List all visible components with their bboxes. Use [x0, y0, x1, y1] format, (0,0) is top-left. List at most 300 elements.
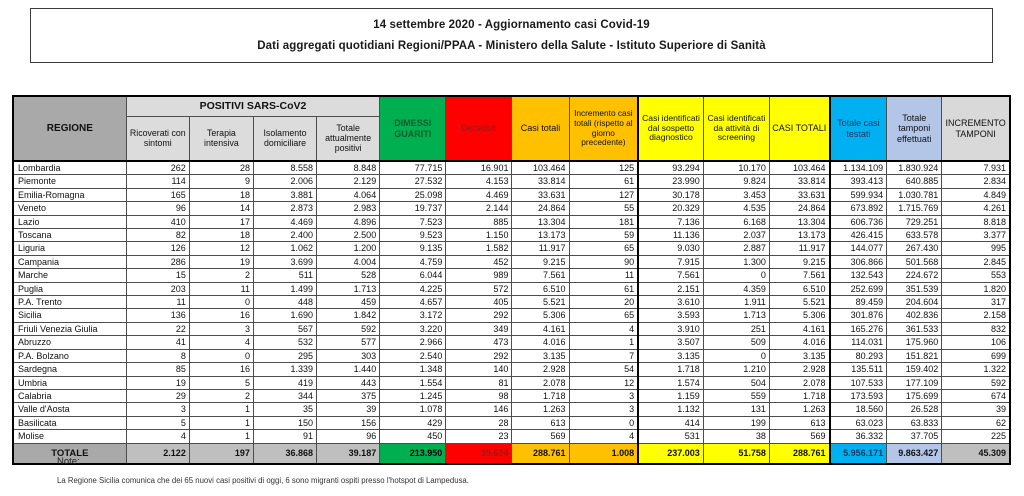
value-cell: 33.814	[512, 175, 569, 188]
value-cell: 11.917	[512, 242, 569, 255]
value-cell: 613	[512, 416, 569, 429]
value-cell: 165	[126, 188, 189, 201]
value-cell: 553	[942, 269, 1010, 282]
value-cell: 2.006	[253, 175, 316, 188]
totale-cell: 35.624	[446, 443, 512, 464]
value-cell: 13.304	[512, 215, 569, 228]
value-cell: 286	[126, 255, 189, 268]
value-cell: 19	[189, 255, 253, 268]
value-cell: 114	[126, 175, 189, 188]
value-cell: 199	[703, 416, 769, 429]
value-cell: 3.135	[769, 349, 829, 362]
col-header-regione: REGIONE	[13, 96, 126, 161]
value-cell: 426.415	[830, 229, 887, 242]
totale-cell: 39.187	[317, 443, 380, 464]
value-cell: 606.736	[830, 215, 887, 228]
region-name: Abruzzo	[13, 336, 126, 349]
value-cell: 18	[189, 188, 253, 201]
value-cell: 7.561	[512, 269, 569, 282]
value-cell: 1.718	[512, 389, 569, 402]
value-cell: 2.158	[942, 309, 1010, 322]
value-cell: 18.560	[830, 403, 887, 416]
value-cell: 572	[446, 282, 512, 295]
region-name: Friuli Venezia Giulia	[13, 322, 126, 335]
totale-cell: 36.868	[253, 443, 316, 464]
totale-cell: 237.003	[638, 443, 703, 464]
value-cell: 7.915	[638, 255, 703, 268]
value-cell: 303	[317, 349, 380, 362]
value-cell: 2.928	[769, 363, 829, 376]
value-cell: 22	[126, 322, 189, 335]
value-cell: 7.561	[638, 269, 703, 282]
value-cell: 459	[317, 296, 380, 309]
region-name: Valle d'Aosta	[13, 403, 126, 416]
value-cell: 91	[253, 430, 316, 443]
col-header-incremento-tamponi: INCREMENTO TAMPONI	[942, 96, 1010, 161]
value-cell: 509	[703, 336, 769, 349]
value-cell: 292	[446, 309, 512, 322]
table-row	[13, 309, 1010, 322]
value-cell: 150	[253, 416, 316, 429]
value-cell: 38	[703, 430, 769, 443]
value-cell: 1.820	[942, 282, 1010, 295]
value-cell: 127	[569, 188, 638, 201]
value-cell: 9.824	[703, 175, 769, 188]
totale-cell: 288.761	[512, 443, 569, 464]
value-cell: 3.699	[253, 255, 316, 268]
value-cell: 85	[126, 363, 189, 376]
col-header-isolamento: Isolamento domiciliare	[253, 116, 316, 161]
value-cell: 1.348	[380, 363, 446, 376]
value-cell: 33.631	[769, 188, 829, 201]
value-cell: 65	[569, 309, 638, 322]
value-cell: 1.263	[512, 403, 569, 416]
value-cell: 106	[942, 336, 1010, 349]
value-cell: 1.263	[769, 403, 829, 416]
value-cell: 1.210	[703, 363, 769, 376]
value-cell: 3.593	[638, 309, 703, 322]
totale-label: TOTALE	[13, 443, 126, 464]
value-cell: 37.705	[887, 430, 942, 443]
value-cell: 2	[189, 389, 253, 402]
value-cell: 80.293	[830, 349, 887, 362]
table-row	[13, 349, 1010, 362]
value-cell: 225	[942, 430, 1010, 443]
value-cell: 151.821	[887, 349, 942, 362]
value-cell: 402.836	[887, 309, 942, 322]
totale-cell: 1.008	[569, 443, 638, 464]
col-header-totale-positivi: Totale attualmente positivi	[317, 116, 380, 161]
value-cell: 2.129	[317, 175, 380, 188]
value-cell: 3.135	[638, 349, 703, 362]
totale-row	[13, 443, 1010, 464]
report-title-line2: Dati aggregati quotidiani Regioni/PPAA - Ministero della Salute - Istituto Superiore di Sanità	[257, 40, 766, 53]
value-cell: 729.251	[887, 215, 942, 228]
value-cell: 175.960	[887, 336, 942, 349]
table-row	[13, 296, 1010, 309]
value-cell: 165.276	[830, 322, 887, 335]
value-cell: 2.078	[769, 376, 829, 389]
value-cell: 5	[126, 416, 189, 429]
value-cell: 103.464	[769, 161, 829, 175]
value-cell: 4.161	[769, 322, 829, 335]
totale-cell: 2.122	[126, 443, 189, 464]
value-cell: 96	[317, 430, 380, 443]
value-cell: 13.304	[769, 215, 829, 228]
value-cell: 262	[126, 161, 189, 175]
region-name: Sardegna	[13, 363, 126, 376]
value-cell: 5.521	[769, 296, 829, 309]
value-cell: 0	[703, 349, 769, 362]
region-name: Puglia	[13, 282, 126, 295]
totale-cell: 51.758	[703, 443, 769, 464]
value-cell: 131	[703, 403, 769, 416]
value-cell: 1.499	[253, 282, 316, 295]
value-cell: 1.713	[317, 282, 380, 295]
value-cell: 62	[942, 416, 1010, 429]
value-cell: 4.469	[253, 215, 316, 228]
value-cell: 1.322	[942, 363, 1010, 376]
table-row	[13, 175, 1010, 188]
value-cell: 13.173	[769, 229, 829, 242]
table-row	[13, 188, 1010, 201]
value-cell: 2.887	[703, 242, 769, 255]
value-cell: 443	[317, 376, 380, 389]
table-row	[13, 389, 1010, 402]
value-cell: 89.459	[830, 296, 887, 309]
value-cell: 224.672	[887, 269, 942, 282]
value-cell: 156	[317, 416, 380, 429]
value-cell: 2	[189, 269, 253, 282]
value-cell: 28	[446, 416, 512, 429]
report-title-line1: 14 settembre 2020 - Aggiornamento casi Covid-19	[373, 18, 650, 31]
value-cell: 140	[446, 363, 512, 376]
value-cell: 20	[569, 296, 638, 309]
value-cell: 4	[569, 430, 638, 443]
value-cell: 674	[942, 389, 1010, 402]
value-cell: 4.535	[703, 202, 769, 215]
value-cell: 1.200	[317, 242, 380, 255]
value-cell: 393.413	[830, 175, 887, 188]
value-cell: 292	[446, 349, 512, 362]
value-cell: 55	[569, 202, 638, 215]
value-cell: 25.098	[380, 188, 446, 201]
value-cell: 2.983	[317, 202, 380, 215]
value-cell: 5.306	[512, 309, 569, 322]
col-header-dimessi-guariti: DIMESSI GUARITI	[380, 96, 446, 161]
region-name: Basilicata	[13, 416, 126, 429]
value-cell: 114.031	[830, 336, 887, 349]
note-text: La Regione Sicilia comunica che dei 65 nuovi casi positivi di oggi, 6 sono migranti ospiti presso l'hotspot di Lampedusa.	[57, 476, 469, 485]
value-cell: 35	[253, 403, 316, 416]
value-cell: 1	[189, 403, 253, 416]
value-cell: 11	[189, 282, 253, 295]
table-row	[13, 322, 1010, 335]
value-cell: 6.168	[703, 215, 769, 228]
region-name: Lombardia	[13, 161, 126, 175]
table-row	[13, 430, 1010, 443]
value-cell: 995	[942, 242, 1010, 255]
value-cell: 23.990	[638, 175, 703, 188]
value-cell: 11.917	[769, 242, 829, 255]
value-cell: 569	[769, 430, 829, 443]
value-cell: 61	[569, 282, 638, 295]
totale-cell: 213.950	[380, 443, 446, 464]
value-cell: 39	[942, 403, 1010, 416]
value-cell: 473	[446, 336, 512, 349]
value-cell: 1.245	[380, 389, 446, 402]
value-cell: 3.377	[942, 229, 1010, 242]
col-header-casi-testati: Totale casi testati	[830, 96, 887, 161]
table-body	[13, 161, 1010, 443]
title-box	[30, 8, 993, 63]
value-cell: 39	[317, 403, 380, 416]
value-cell: 12	[569, 376, 638, 389]
value-cell: 203	[126, 282, 189, 295]
value-cell: 2.845	[942, 255, 1010, 268]
value-cell: 2.873	[253, 202, 316, 215]
value-cell: 6.510	[512, 282, 569, 295]
col-header-deceduti: Deceduti	[446, 96, 512, 161]
value-cell: 599.934	[830, 188, 887, 201]
value-cell: 361.533	[887, 322, 942, 335]
value-cell: 204.604	[887, 296, 942, 309]
value-cell: 1.842	[317, 309, 380, 322]
value-cell: 26.528	[887, 403, 942, 416]
value-cell: 41	[126, 336, 189, 349]
value-cell: 8.818	[942, 215, 1010, 228]
value-cell: 9.523	[380, 229, 446, 242]
value-cell: 16.901	[446, 161, 512, 175]
region-name: Sicilia	[13, 309, 126, 322]
table-row	[13, 269, 1010, 282]
value-cell: 2.834	[942, 175, 1010, 188]
value-cell: 63.833	[887, 416, 942, 429]
value-cell: 30.178	[638, 188, 703, 201]
value-cell: 61	[569, 175, 638, 188]
value-cell: 4.225	[380, 282, 446, 295]
value-cell: 4.064	[317, 188, 380, 201]
value-cell: 3.507	[638, 336, 703, 349]
value-cell: 181	[569, 215, 638, 228]
value-cell: 4	[189, 336, 253, 349]
value-cell: 27.532	[380, 175, 446, 188]
region-name: Molise	[13, 430, 126, 443]
value-cell: 63.023	[830, 416, 887, 429]
value-cell: 16	[189, 309, 253, 322]
value-cell: 351.539	[887, 282, 942, 295]
value-cell: 81	[446, 376, 512, 389]
value-cell: 569	[512, 430, 569, 443]
value-cell: 15	[126, 269, 189, 282]
value-cell: 3.220	[380, 322, 446, 335]
value-cell: 82	[126, 229, 189, 242]
value-cell: 177.109	[887, 376, 942, 389]
value-cell: 532	[253, 336, 316, 349]
value-cell: 448	[253, 296, 316, 309]
region-name: Veneto	[13, 202, 126, 215]
value-cell: 14	[189, 202, 253, 215]
table-row	[13, 242, 1010, 255]
value-cell: 633.578	[887, 229, 942, 242]
table-row	[13, 202, 1010, 215]
value-cell: 7.931	[942, 161, 1010, 175]
value-cell: 126	[126, 242, 189, 255]
value-cell: 1.030.781	[887, 188, 942, 201]
value-cell: 1.339	[253, 363, 316, 376]
value-cell: 306.866	[830, 255, 887, 268]
value-cell: 132.543	[830, 269, 887, 282]
value-cell: 511	[253, 269, 316, 282]
region-name: Lazio	[13, 215, 126, 228]
value-cell: 1.300	[703, 255, 769, 268]
totale-cell: 45.309	[942, 443, 1010, 464]
value-cell: 77.715	[380, 161, 446, 175]
value-cell: 1.150	[446, 229, 512, 242]
value-cell: 4.004	[317, 255, 380, 268]
region-name: Toscana	[13, 229, 126, 242]
value-cell: 301.876	[830, 309, 887, 322]
value-cell: 414	[638, 416, 703, 429]
value-cell: 267.430	[887, 242, 942, 255]
value-cell: 144.077	[830, 242, 887, 255]
value-cell: 16	[189, 363, 253, 376]
table-row	[13, 403, 1010, 416]
value-cell: 9	[189, 175, 253, 188]
col-header-ricoverati: Ricoverati con sintomi	[126, 116, 189, 161]
value-cell: 7	[569, 349, 638, 362]
value-cell: 3	[569, 389, 638, 402]
value-cell: 90	[569, 255, 638, 268]
value-cell: 1.134.109	[830, 161, 887, 175]
col-header-terapia-intensiva: Terapia intensiva	[189, 116, 253, 161]
value-cell: 3.910	[638, 322, 703, 335]
table-header	[13, 96, 1010, 161]
value-cell: 2.144	[446, 202, 512, 215]
value-cell: 10.170	[703, 161, 769, 175]
value-cell: 173.593	[830, 389, 887, 402]
value-cell: 1.690	[253, 309, 316, 322]
value-cell: 4.016	[769, 336, 829, 349]
value-cell: 452	[446, 255, 512, 268]
value-cell: 36.332	[830, 430, 887, 443]
value-cell: 885	[446, 215, 512, 228]
value-cell: 2.966	[380, 336, 446, 349]
table-row	[13, 336, 1010, 349]
col-header-incremento-casi: Incremento casi totali (rispetto al giorno precedente)	[569, 96, 638, 161]
col-header-sospetto-diagnostico: Casi identificati dal sospetto diagnostico	[638, 96, 703, 161]
value-cell: 4.849	[942, 188, 1010, 201]
table-row	[13, 215, 1010, 228]
value-cell: 613	[769, 416, 829, 429]
value-cell: 699	[942, 349, 1010, 362]
value-cell: 65	[569, 242, 638, 255]
region-name: Campania	[13, 255, 126, 268]
value-cell: 11	[569, 269, 638, 282]
value-cell: 3.172	[380, 309, 446, 322]
value-cell: 592	[942, 376, 1010, 389]
value-cell: 33.814	[769, 175, 829, 188]
value-cell: 4	[569, 322, 638, 335]
value-cell: 349	[446, 322, 512, 335]
value-cell: 5	[189, 376, 253, 389]
region-name: P.A. Trento	[13, 296, 126, 309]
value-cell: 135.511	[830, 363, 887, 376]
value-cell: 989	[446, 269, 512, 282]
value-cell: 7.561	[769, 269, 829, 282]
value-cell: 17	[189, 215, 253, 228]
value-cell: 28	[189, 161, 253, 175]
value-cell: 344	[253, 389, 316, 402]
region-name: Calabria	[13, 389, 126, 402]
value-cell: 11	[126, 296, 189, 309]
value-cell: 8	[126, 349, 189, 362]
value-cell: 9.215	[512, 255, 569, 268]
value-cell: 410	[126, 215, 189, 228]
value-cell: 2.151	[638, 282, 703, 295]
value-cell: 1.574	[638, 376, 703, 389]
value-cell: 146	[446, 403, 512, 416]
covid-data-table	[12, 95, 1011, 465]
value-cell: 24.864	[769, 202, 829, 215]
value-cell: 0	[703, 269, 769, 282]
value-cell: 8.848	[317, 161, 380, 175]
value-cell: 317	[942, 296, 1010, 309]
table-row	[13, 416, 1010, 429]
region-name: P.A. Bolzano	[13, 349, 126, 362]
col-group-positivi: POSITIVI SARS-CoV2	[126, 96, 379, 116]
table-row	[13, 363, 1010, 376]
value-cell: 1.718	[638, 363, 703, 376]
value-cell: 577	[317, 336, 380, 349]
value-cell: 33.631	[512, 188, 569, 201]
value-cell: 12	[189, 242, 253, 255]
totale-cell: 197	[189, 443, 253, 464]
col-header-screening: Casi identificati da attività di screening	[703, 96, 769, 161]
value-cell: 6.044	[380, 269, 446, 282]
value-cell: 1.159	[638, 389, 703, 402]
value-cell: 5.521	[512, 296, 569, 309]
value-cell: 1.440	[317, 363, 380, 376]
value-cell: 1.715.769	[887, 202, 942, 215]
value-cell: 4.161	[512, 322, 569, 335]
value-cell: 103.464	[512, 161, 569, 175]
value-cell: 3.881	[253, 188, 316, 201]
col-header-casi-totali-caps: CASI TOTALI	[769, 96, 829, 161]
value-cell: 98	[446, 389, 512, 402]
value-cell: 4.261	[942, 202, 1010, 215]
region-name: Liguria	[13, 242, 126, 255]
value-cell: 2.540	[380, 349, 446, 362]
value-cell: 1.713	[703, 309, 769, 322]
value-cell: 1	[189, 430, 253, 443]
value-cell: 504	[703, 376, 769, 389]
region-name: Umbria	[13, 376, 126, 389]
value-cell: 1.718	[769, 389, 829, 402]
value-cell: 1.830.924	[887, 161, 942, 175]
value-cell: 23	[446, 430, 512, 443]
value-cell: 11.136	[638, 229, 703, 242]
table-row	[13, 255, 1010, 268]
value-cell: 9.030	[638, 242, 703, 255]
col-header-casi-totali: Casi totali	[512, 96, 569, 161]
value-cell: 4	[126, 430, 189, 443]
value-cell: 528	[317, 269, 380, 282]
value-cell: 251	[703, 322, 769, 335]
value-cell: 136	[126, 309, 189, 322]
value-cell: 54	[569, 363, 638, 376]
value-cell: 450	[380, 430, 446, 443]
